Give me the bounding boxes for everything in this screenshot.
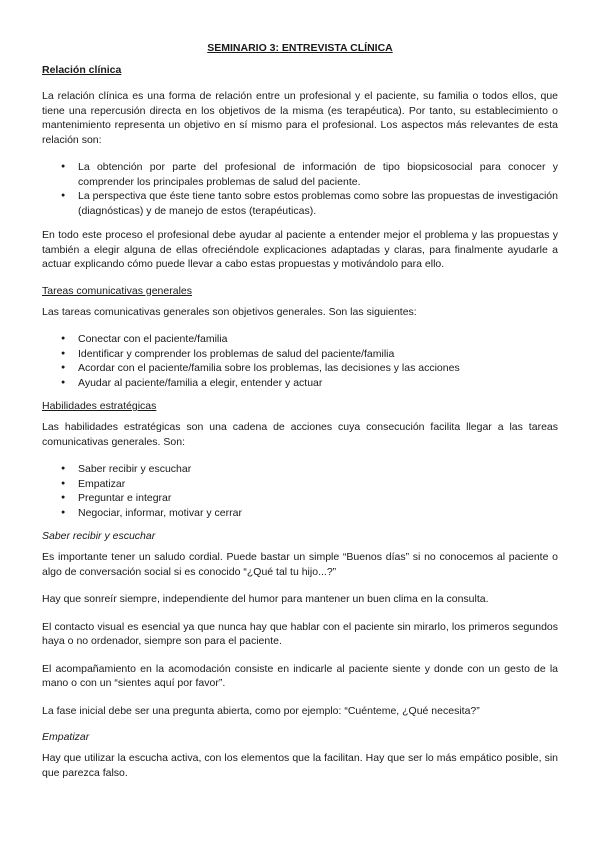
paragraph: La relación clínica es una forma de relación entre un profesional y el paciente, su familia o todos ellos, que tiene una repercusión directa en los objetivos de la misma (es terapéutica). Por tanto, su establecimiento o mantenimiento representa un objetivo en sí mismo para el profesional. Los aspectos más relevantes de esta relación son: <box>42 90 558 146</box>
heading-saber-recibir: Saber recibir y escuchar <box>42 530 156 542</box>
list-item: ● Preguntar e integrar <box>78 491 558 506</box>
list-item: ● Saber recibir y escuchar <box>78 462 558 477</box>
heading-relacion-clinica: Relación clínica <box>42 64 122 76</box>
paragraph: Hay que sonreír siempre, independiente del humor para mantener un buen clima en la consulta. <box>42 593 489 605</box>
heading-tareas-comunicativas: Tareas comunicativas generales <box>42 284 192 297</box>
page-title: SEMINARIO 3: ENTREVISTA CLÍNICA <box>207 42 393 54</box>
paragraph: Las tareas comunicativas generales son objetivos generales. Son las siguientes: <box>42 305 417 318</box>
paragraph: Es importante tener un saludo cordial. Puede bastar un simple “Buenos días” si no conocemos al paciente o algo de conversación social si es conocido “¿Qué tal tu hijo...?” <box>42 551 558 578</box>
bullet-list <box>42 160 558 218</box>
list-item: ● Acordar con el paciente/familia sobre los problemas, las decisiones y las acciones <box>78 361 558 376</box>
heading-habilidades-estrategicas: Habilidades estratégicas <box>42 400 157 412</box>
list-item: ● La obtención por parte del profesional de información de tipo biopsicosocial para conocer y comprender los principales problemas de salud del paciente. <box>78 160 558 189</box>
list-item: ● Ayudar al paciente/familia a elegir, entender y actuar <box>78 376 558 391</box>
paragraph: La fase inicial debe ser una pregunta abierta, como por ejemplo: “Cuénteme, ¿Qué necesita?” <box>42 704 480 717</box>
paragraph: Las habilidades estratégicas son una cadena de acciones cuya consecución facilita llegar a las tareas comunicativas generales. Son: <box>42 421 558 448</box>
paragraph: El acompañamiento en la acomodación consiste en indicarle al paciente siente y donde con un gesto de la mano o con un “sientes aquí por favor”. <box>42 662 558 689</box>
list-item: ● Identificar y comprender los problemas de salud del paciente/familia <box>78 347 558 362</box>
bullet-list <box>42 462 558 520</box>
list-item: ● Empatizar <box>78 477 558 492</box>
paragraph: Hay que utilizar la escucha activa, con los elementos que la facilitan. Hay que ser lo más empático posible, sin que parezca falso. <box>42 752 558 779</box>
list-item: ● Conectar con el paciente/familia <box>78 332 558 347</box>
list-item: ● Negociar, informar, motivar y cerrar <box>78 506 558 521</box>
bullet-list <box>42 332 558 390</box>
heading-empatizar: Empatizar <box>42 731 90 743</box>
paragraph: El contacto visual es esencial ya que nunca hay que hablar con el paciente sin mirarlo, los primeros segundos haya o no ordenador, siempre son para el paciente. <box>42 620 558 647</box>
list-item: ● La perspectiva que éste tiene tanto sobre estos problemas como sobre las propuestas de investigación (diagnósticas) y de manejo de estos (terapéuticas). <box>78 189 558 218</box>
paragraph: En todo este proceso el profesional debe ayudar al paciente a entender mejor el problema y las propuestas y también a elegir alguna de ellas ofreciéndole explicaciones adaptadas y claras, para finalmente ayudarle a actuar explicando cómo puede llevar a cabo estas propuestas y motivándolo para ello. <box>42 229 558 270</box>
